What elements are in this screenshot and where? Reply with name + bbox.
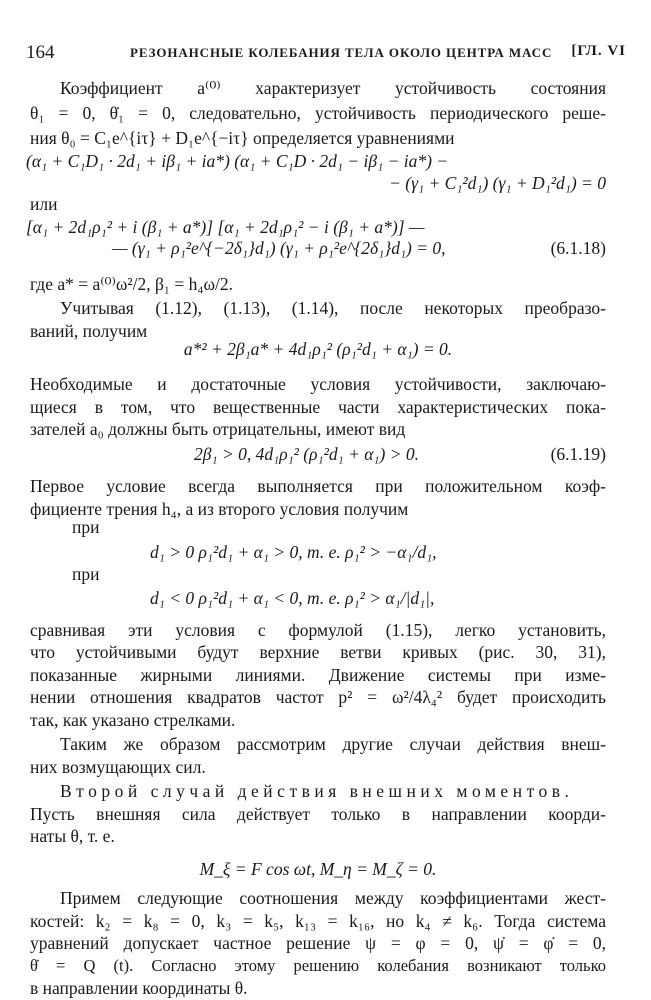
- equation-number: (6.1.19): [550, 443, 606, 464]
- equation-line: − (γ₁ + C₁²d₁) (γ₁ + D₁²d₁) = 0: [389, 172, 606, 193]
- text-line: так, как указано стрелками.: [30, 709, 236, 730]
- text-line: где a* = a⁽⁰⁾ω²/2, β₁ = h₄ω/2.: [30, 273, 233, 294]
- text-line: сравнивая эти условия с формулой (1.15), легко установить,: [30, 619, 606, 640]
- text-line: θ̇ = Q (t). Согласно этому решению колебания возникают только: [30, 955, 606, 975]
- text-line: при: [72, 564, 100, 585]
- text-line: Коэффициент a⁽⁰⁾ характеризует устойчивость состояния: [60, 78, 606, 98]
- equation-line: a*² + 2β₁a* + 4d₁ρ₁² (ρ₁²d₁ + α₁) = 0.: [183, 339, 453, 360]
- chapter-label: [ГЛ. VI: [571, 43, 626, 59]
- equation-line: M_ξ = F cos ωt, M_η = M_ζ = 0.: [199, 858, 437, 879]
- running-title: РЕЗОНАНСНЫЕ КОЛЕБАНИЯ ТЕЛА ОКОЛО ЦЕНТРА МАСС: [130, 45, 553, 60]
- text-line: показанные жирными линиями. Движение системы при изме-: [30, 664, 606, 685]
- text-line: Примем следующие соотношения между коэффициентами жест-: [60, 888, 606, 908]
- equation-body: — (γ₁ + ρ₁²e^{−2δ₁}d₁) (γ₁ + ρ₁²e^{2δ₁}d₁) = 0,: [112, 238, 446, 259]
- text-line: или: [30, 194, 58, 215]
- text-line: при: [72, 517, 100, 538]
- text-line: что устойчивыми будут верхние ветви кривых (рис. 30, 31),: [30, 642, 606, 663]
- page-header: [26, 42, 626, 64]
- page-number: 164: [26, 42, 55, 63]
- equation-line: [α₁ + 2d₁ρ₁² + i (β₁ + a*)] [α₁ + 2d₁ρ₁² − i (β₁ + a*)] —: [26, 216, 425, 237]
- text-line: зателей a₀ должны быть отрицательны, имеют вид: [30, 419, 406, 440]
- condition-line: d₁ > 0 ρ₁²d₁ + α₁ > 0, т. е. ρ₁² > −α₁/d₁,: [150, 541, 437, 562]
- text-line: θ₁ = 0, θ̇₁ = 0, следовательно, устойчивость периодического реше-: [30, 103, 606, 124]
- text-line: них возмущающих сил.: [30, 756, 206, 777]
- equation-number: (6.1.18): [550, 238, 606, 259]
- text-line: ния θ₀ = C₁e^{iτ} + D₁e^{−iτ} определяется уравнениями: [30, 127, 455, 148]
- text-line: Учитывая (1.12), (1.13), (1.14), после некоторых преобразо-: [60, 298, 606, 319]
- text-line: костей: k₂ = k₈ = 0, k₃ = k₅, k₁₃ = k₁₆, но k₄ ≠ k₆. Тогда система: [30, 910, 606, 931]
- text-line: Пусть внешняя сила действует только в направлении коорди-: [30, 803, 606, 824]
- equation-line: (α₁ + C₁D₁ · 2d₁ + iβ₁ + ia*) (α₁ + C₁D · 2d₁ − iβ₁ − ia*) −: [26, 151, 449, 172]
- text-line: в направлении координаты θ.: [30, 978, 248, 998]
- text-line: нении отношения квадратов частот p² = ω²/4λ₄² будет происходить: [30, 687, 606, 708]
- text-line: наты θ, т. е.: [30, 826, 115, 847]
- text-line: Таким же образом рассмотрим другие случаи действия внеш-: [60, 734, 606, 755]
- text-line: Первое условие всегда выполняется при положительном коэф-: [30, 476, 606, 497]
- text-line: Необходимые и достаточные условия устойчивости, заключаю-: [30, 374, 606, 395]
- text-line: уравнений допускает частное решение ψ = φ = 0, ψ̇ = φ̇ = 0,: [30, 933, 606, 953]
- condition-line: d₁ < 0 ρ₁²d₁ + α₁ < 0, т. е. ρ₁² > α₁/|d₁|,: [150, 587, 435, 608]
- section-heading: Второй случай действия внешних моментов.: [60, 781, 574, 802]
- text-line: фициенте трения h₄, а из второго условия получим: [30, 498, 409, 519]
- text-line: щиеся в том, что вещественные части характеристических пока-: [30, 396, 606, 417]
- text-line: ваний, получим: [30, 320, 148, 341]
- equation-body: 2β₁ > 0, 4d₁ρ₁² (ρ₁²d₁ + α₁) > 0.: [194, 443, 420, 464]
